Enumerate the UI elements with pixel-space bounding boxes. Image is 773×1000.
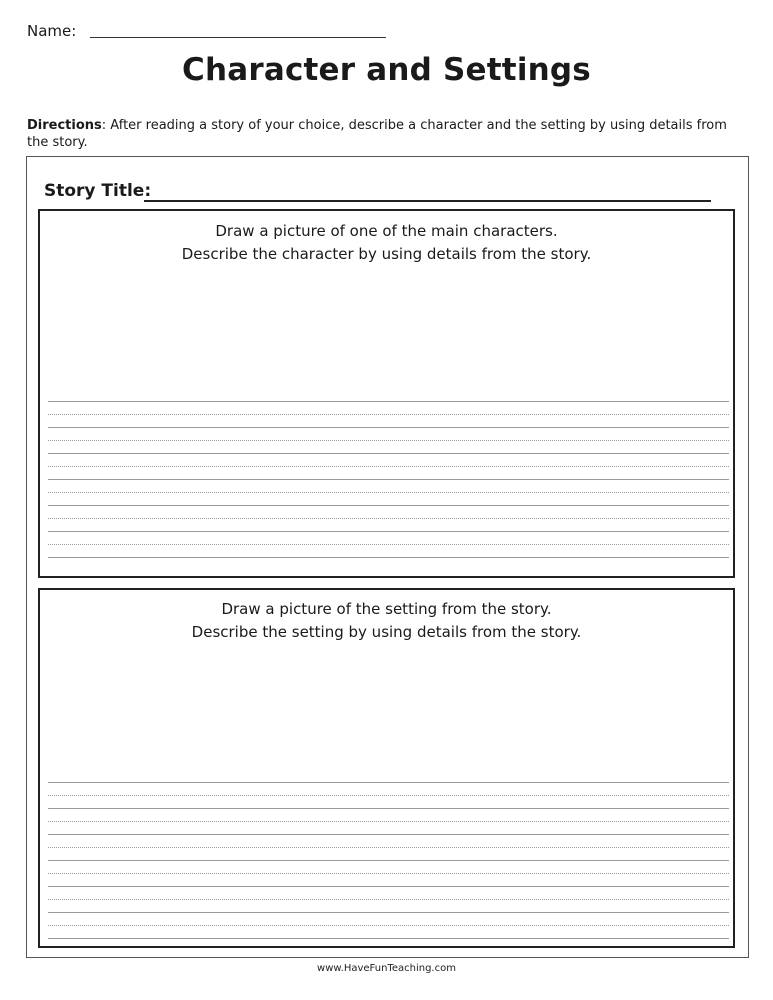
setting-prompt-line2: Describe the setting by using details from the story. bbox=[191, 623, 582, 641]
directions bbox=[27, 117, 727, 151]
setting-prompt bbox=[40, 598, 733, 644]
writing-line[interactable] bbox=[48, 427, 729, 453]
setting-box bbox=[38, 588, 735, 948]
writing-line[interactable] bbox=[48, 782, 729, 808]
writing-line[interactable] bbox=[48, 912, 729, 938]
writing-line[interactable] bbox=[48, 505, 729, 531]
writing-line[interactable] bbox=[48, 834, 729, 860]
name-label: Name: bbox=[27, 22, 77, 40]
writing-line[interactable] bbox=[48, 531, 729, 557]
writing-line[interactable] bbox=[48, 453, 729, 479]
story-title-field-line[interactable] bbox=[144, 200, 711, 202]
footer-url: www.HaveFunTeaching.com bbox=[317, 963, 456, 974]
character-prompt-line2: Describe the character by using details from the story. bbox=[181, 245, 592, 263]
writing-line[interactable] bbox=[48, 886, 729, 912]
name-field-line[interactable] bbox=[90, 37, 386, 38]
page-title: Character and Settings bbox=[182, 52, 591, 88]
setting-writing-lines[interactable] bbox=[48, 782, 729, 964]
directions-text: : After reading a story of your choice, describe a character and the setting by using details from the story. bbox=[27, 118, 727, 150]
writing-line[interactable] bbox=[48, 479, 729, 505]
character-prompt-line1: Draw a picture of one of the main characters. bbox=[215, 222, 558, 240]
writing-line[interactable] bbox=[48, 808, 729, 834]
story-title-label: Story Title: bbox=[44, 181, 152, 201]
setting-prompt-line1: Draw a picture of the setting from the story. bbox=[221, 600, 552, 618]
writing-line[interactable] bbox=[48, 860, 729, 886]
directions-label: Directions bbox=[27, 118, 102, 133]
character-prompt bbox=[40, 220, 733, 266]
writing-line[interactable] bbox=[48, 401, 729, 427]
writing-line[interactable] bbox=[48, 557, 729, 583]
character-writing-lines[interactable] bbox=[48, 401, 729, 583]
writing-line[interactable] bbox=[48, 938, 729, 964]
character-box bbox=[38, 209, 735, 578]
